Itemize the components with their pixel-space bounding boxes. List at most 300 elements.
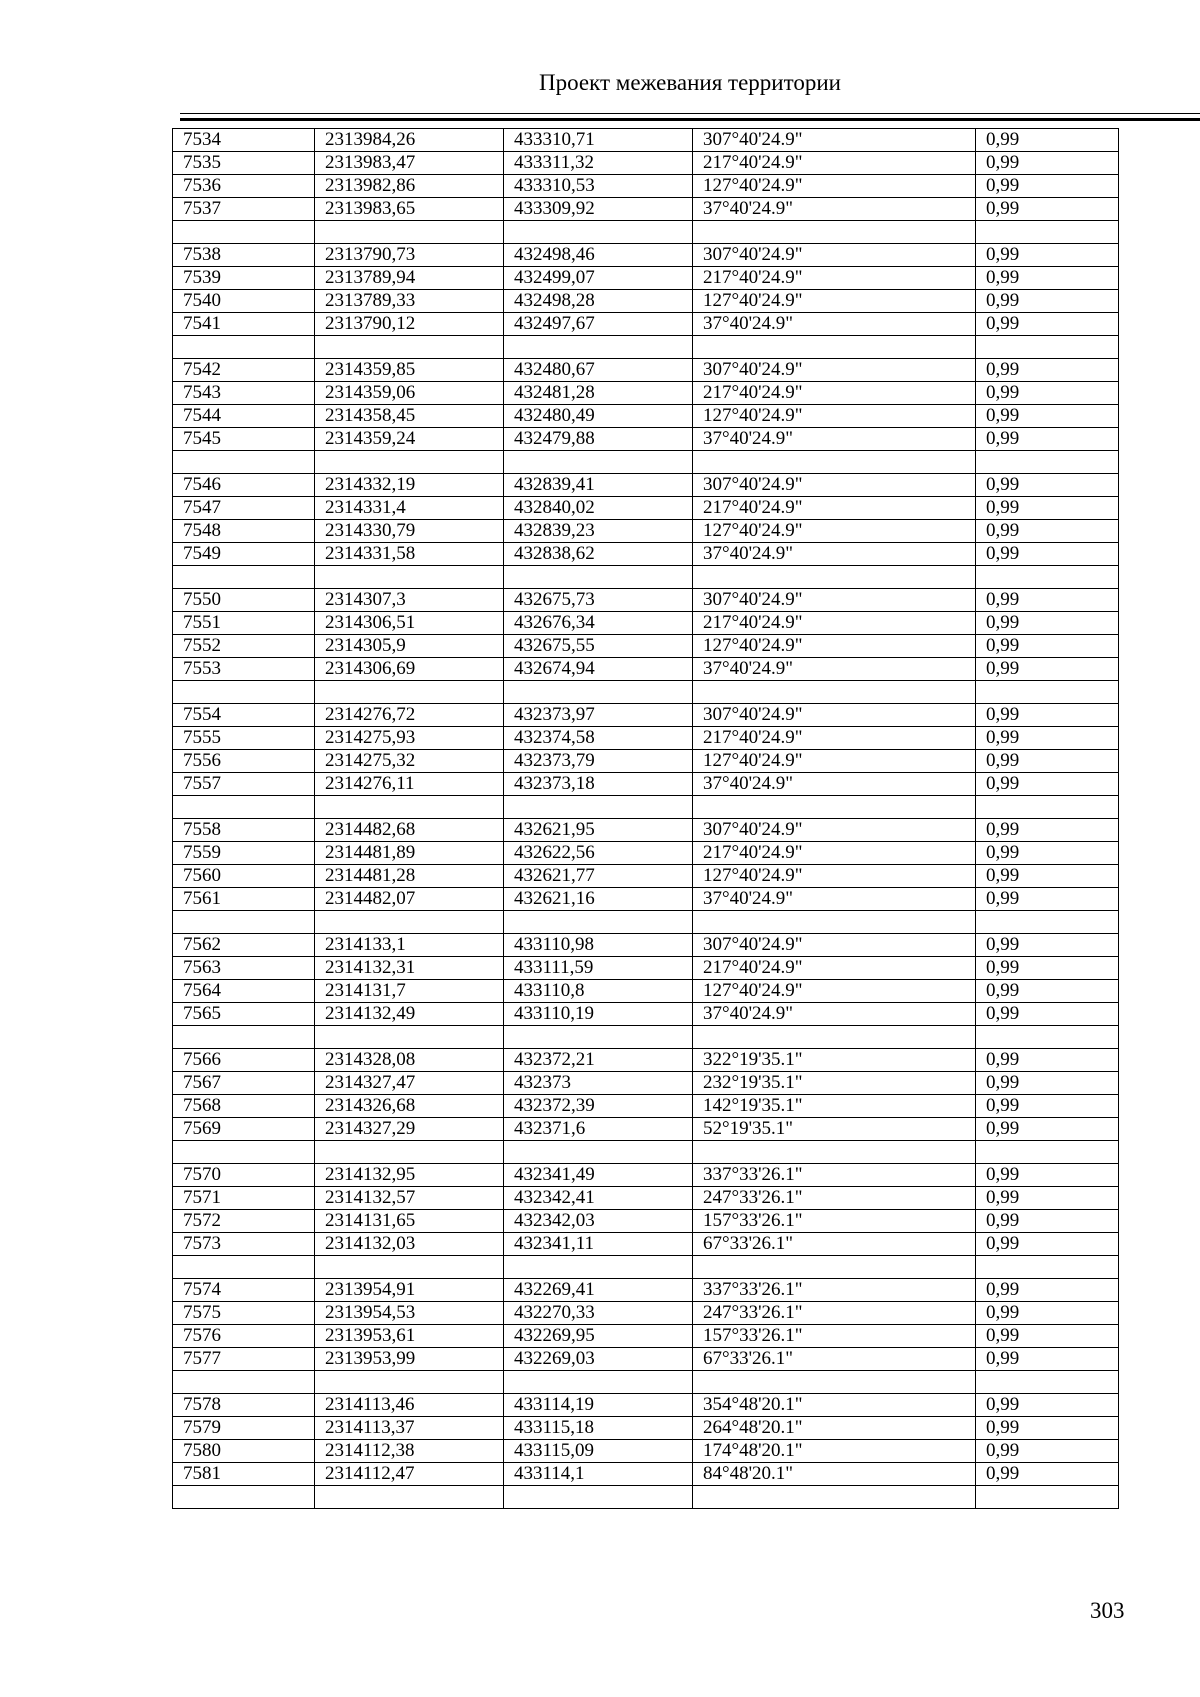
- empty-cell: [504, 1371, 693, 1394]
- empty-cell: [504, 221, 693, 244]
- table-row: [173, 474, 1119, 497]
- direction-angle-cell: 37°40'24.9": [693, 313, 976, 336]
- direction-angle-cell: 127°40'24.9": [693, 175, 976, 198]
- y-coordinate-cell: 432269,03: [504, 1348, 693, 1371]
- y-coordinate-cell: 433310,71: [504, 129, 693, 152]
- x-coordinate-cell: 2314133,1: [315, 934, 504, 957]
- x-coordinate-cell: 2314307,3: [315, 589, 504, 612]
- distance-cell: 0,99: [976, 658, 1119, 681]
- distance-cell: 0,99: [976, 1279, 1119, 1302]
- y-coordinate-cell: 432674,94: [504, 658, 693, 681]
- y-coordinate-cell: 432342,03: [504, 1210, 693, 1233]
- direction-angle-cell: 37°40'24.9": [693, 658, 976, 681]
- point-number-cell: 7572: [173, 1210, 315, 1233]
- empty-cell: [173, 1371, 315, 1394]
- empty-cell: [504, 681, 693, 704]
- empty-cell: [693, 1256, 976, 1279]
- table-row: [173, 428, 1119, 451]
- direction-angle-cell: 157°33'26.1": [693, 1210, 976, 1233]
- table-row: [173, 1072, 1119, 1095]
- point-number-cell: 7555: [173, 727, 315, 750]
- point-number-cell: 7563: [173, 957, 315, 980]
- direction-angle-cell: 127°40'24.9": [693, 635, 976, 658]
- direction-angle-cell: 84°48'20.1": [693, 1463, 976, 1486]
- distance-cell: 0,99: [976, 313, 1119, 336]
- y-coordinate-cell: 433110,98: [504, 934, 693, 957]
- point-number-cell: 7549: [173, 543, 315, 566]
- y-coordinate-cell: 432675,55: [504, 635, 693, 658]
- x-coordinate-cell: 2314482,07: [315, 888, 504, 911]
- point-number-cell: 7554: [173, 704, 315, 727]
- point-number-cell: 7571: [173, 1187, 315, 1210]
- table-row: [173, 819, 1119, 842]
- empty-cell: [315, 1026, 504, 1049]
- distance-cell: 0,99: [976, 382, 1119, 405]
- empty-cell: [504, 1256, 693, 1279]
- direction-angle-cell: 307°40'24.9": [693, 819, 976, 842]
- distance-cell: 0,99: [976, 244, 1119, 267]
- direction-angle-cell: 37°40'24.9": [693, 198, 976, 221]
- direction-angle-cell: 217°40'24.9": [693, 497, 976, 520]
- table-row: [173, 313, 1119, 336]
- x-coordinate-cell: 2314112,47: [315, 1463, 504, 1486]
- y-coordinate-cell: 432839,41: [504, 474, 693, 497]
- point-number-cell: 7580: [173, 1440, 315, 1463]
- direction-angle-cell: 127°40'24.9": [693, 405, 976, 428]
- y-coordinate-cell: 432479,88: [504, 428, 693, 451]
- empty-cell: [173, 796, 315, 819]
- separator-row: [173, 681, 1119, 704]
- direction-angle-cell: 247°33'26.1": [693, 1302, 976, 1325]
- x-coordinate-cell: 2314359,06: [315, 382, 504, 405]
- empty-cell: [693, 911, 976, 934]
- empty-cell: [976, 681, 1119, 704]
- y-coordinate-cell: 432373: [504, 1072, 693, 1095]
- point-number-cell: 7578: [173, 1394, 315, 1417]
- separator-row: [173, 1141, 1119, 1164]
- direction-angle-cell: 307°40'24.9": [693, 359, 976, 382]
- direction-angle-cell: 217°40'24.9": [693, 842, 976, 865]
- x-coordinate-cell: 2313790,12: [315, 313, 504, 336]
- distance-cell: 0,99: [976, 152, 1119, 175]
- empty-cell: [315, 1486, 504, 1509]
- point-number-cell: 7545: [173, 428, 315, 451]
- y-coordinate-cell: 433110,19: [504, 1003, 693, 1026]
- y-coordinate-cell: 432676,34: [504, 612, 693, 635]
- point-number-cell: 7561: [173, 888, 315, 911]
- direction-angle-cell: 337°33'26.1": [693, 1164, 976, 1187]
- empty-cell: [173, 1256, 315, 1279]
- empty-cell: [504, 796, 693, 819]
- table-row: [173, 267, 1119, 290]
- y-coordinate-cell: 432269,41: [504, 1279, 693, 1302]
- x-coordinate-cell: 2314327,47: [315, 1072, 504, 1095]
- table-row: [173, 405, 1119, 428]
- distance-cell: 0,99: [976, 888, 1119, 911]
- table-row: [173, 635, 1119, 658]
- distance-cell: 0,99: [976, 1463, 1119, 1486]
- x-coordinate-cell: 2314131,7: [315, 980, 504, 1003]
- table-row: [173, 1394, 1119, 1417]
- y-coordinate-cell: 432675,73: [504, 589, 693, 612]
- x-coordinate-cell: 2313953,99: [315, 1348, 504, 1371]
- point-number-cell: 7573: [173, 1233, 315, 1256]
- direction-angle-cell: 354°48'20.1": [693, 1394, 976, 1417]
- point-number-cell: 7560: [173, 865, 315, 888]
- distance-cell: 0,99: [976, 842, 1119, 865]
- empty-cell: [976, 911, 1119, 934]
- empty-cell: [173, 566, 315, 589]
- point-number-cell: 7577: [173, 1348, 315, 1371]
- y-coordinate-cell: 432498,28: [504, 290, 693, 313]
- empty-cell: [693, 221, 976, 244]
- y-coordinate-cell: 432372,39: [504, 1095, 693, 1118]
- distance-cell: 0,99: [976, 1417, 1119, 1440]
- point-number-cell: 7566: [173, 1049, 315, 1072]
- y-coordinate-cell: 432480,49: [504, 405, 693, 428]
- direction-angle-cell: 127°40'24.9": [693, 290, 976, 313]
- table-row: [173, 198, 1119, 221]
- y-coordinate-cell: 432621,95: [504, 819, 693, 842]
- distance-cell: 0,99: [976, 819, 1119, 842]
- table-row: [173, 1348, 1119, 1371]
- table-row: [173, 1417, 1119, 1440]
- x-coordinate-cell: 2314113,37: [315, 1417, 504, 1440]
- direction-angle-cell: 142°19'35.1": [693, 1095, 976, 1118]
- point-number-cell: 7544: [173, 405, 315, 428]
- point-number-cell: 7536: [173, 175, 315, 198]
- point-number-cell: 7551: [173, 612, 315, 635]
- point-number-cell: 7576: [173, 1325, 315, 1348]
- direction-angle-cell: 157°33'26.1": [693, 1325, 976, 1348]
- distance-cell: 0,99: [976, 1394, 1119, 1417]
- separator-row: [173, 336, 1119, 359]
- distance-cell: 0,99: [976, 1302, 1119, 1325]
- direction-angle-cell: 127°40'24.9": [693, 520, 976, 543]
- table-row: [173, 175, 1119, 198]
- point-number-cell: 7581: [173, 1463, 315, 1486]
- direction-angle-cell: 37°40'24.9": [693, 543, 976, 566]
- table-row: [173, 957, 1119, 980]
- table-row: [173, 520, 1119, 543]
- empty-cell: [315, 451, 504, 474]
- empty-cell: [504, 336, 693, 359]
- direction-angle-cell: 37°40'24.9": [693, 888, 976, 911]
- x-coordinate-cell: 2314306,69: [315, 658, 504, 681]
- table-row: [173, 1164, 1119, 1187]
- table-row: [173, 244, 1119, 267]
- direction-angle-cell: 217°40'24.9": [693, 957, 976, 980]
- empty-cell: [693, 451, 976, 474]
- point-number-cell: 7548: [173, 520, 315, 543]
- separator-row: [173, 1486, 1119, 1509]
- point-number-cell: 7552: [173, 635, 315, 658]
- y-coordinate-cell: 432373,79: [504, 750, 693, 773]
- direction-angle-cell: 127°40'24.9": [693, 750, 976, 773]
- direction-angle-cell: 217°40'24.9": [693, 382, 976, 405]
- direction-angle-cell: 307°40'24.9": [693, 129, 976, 152]
- table-row: [173, 359, 1119, 382]
- x-coordinate-cell: 2314481,89: [315, 842, 504, 865]
- page-header-title: Проект межевания территории: [539, 70, 841, 95]
- direction-angle-cell: 247°33'26.1": [693, 1187, 976, 1210]
- direction-angle-cell: 217°40'24.9": [693, 267, 976, 290]
- empty-cell: [315, 911, 504, 934]
- separator-row: [173, 796, 1119, 819]
- table-row: [173, 1118, 1119, 1141]
- empty-cell: [173, 336, 315, 359]
- distance-cell: 0,99: [976, 1049, 1119, 1072]
- direction-angle-cell: 127°40'24.9": [693, 865, 976, 888]
- x-coordinate-cell: 2313789,33: [315, 290, 504, 313]
- empty-cell: [504, 1026, 693, 1049]
- point-number-cell: 7556: [173, 750, 315, 773]
- y-coordinate-cell: 432373,18: [504, 773, 693, 796]
- y-coordinate-cell: 432622,56: [504, 842, 693, 865]
- table-row: [173, 1187, 1119, 1210]
- empty-cell: [173, 1026, 315, 1049]
- point-number-cell: 7546: [173, 474, 315, 497]
- distance-cell: 0,99: [976, 727, 1119, 750]
- direction-angle-cell: 232°19'35.1": [693, 1072, 976, 1095]
- point-number-cell: 7575: [173, 1302, 315, 1325]
- direction-angle-cell: 307°40'24.9": [693, 244, 976, 267]
- table-row: [173, 658, 1119, 681]
- table-row: [173, 980, 1119, 1003]
- table-row: [173, 888, 1119, 911]
- point-number-cell: 7542: [173, 359, 315, 382]
- x-coordinate-cell: 2314328,08: [315, 1049, 504, 1072]
- distance-cell: 0,99: [976, 198, 1119, 221]
- empty-cell: [315, 1371, 504, 1394]
- point-number-cell: 7540: [173, 290, 315, 313]
- distance-cell: 0,99: [976, 1072, 1119, 1095]
- distance-cell: 0,99: [976, 1348, 1119, 1371]
- distance-cell: 0,99: [976, 290, 1119, 313]
- empty-cell: [693, 336, 976, 359]
- y-coordinate-cell: 432839,23: [504, 520, 693, 543]
- distance-cell: 0,99: [976, 750, 1119, 773]
- table-row: [173, 750, 1119, 773]
- x-coordinate-cell: 2314327,29: [315, 1118, 504, 1141]
- point-number-cell: 7559: [173, 842, 315, 865]
- x-coordinate-cell: 2314131,65: [315, 1210, 504, 1233]
- empty-cell: [976, 1141, 1119, 1164]
- empty-cell: [315, 681, 504, 704]
- distance-cell: 0,99: [976, 589, 1119, 612]
- empty-cell: [976, 1371, 1119, 1394]
- y-coordinate-cell: 433111,59: [504, 957, 693, 980]
- empty-cell: [693, 681, 976, 704]
- direction-angle-cell: 264°48'20.1": [693, 1417, 976, 1440]
- x-coordinate-cell: 2313982,86: [315, 175, 504, 198]
- point-number-cell: 7557: [173, 773, 315, 796]
- point-number-cell: 7547: [173, 497, 315, 520]
- x-coordinate-cell: 2314113,46: [315, 1394, 504, 1417]
- x-coordinate-cell: 2314276,11: [315, 773, 504, 796]
- x-coordinate-cell: 2313790,73: [315, 244, 504, 267]
- y-coordinate-cell: 433115,18: [504, 1417, 693, 1440]
- empty-cell: [693, 1141, 976, 1164]
- distance-cell: 0,99: [976, 175, 1119, 198]
- empty-cell: [173, 221, 315, 244]
- x-coordinate-cell: 2314359,24: [315, 428, 504, 451]
- x-coordinate-cell: 2314112,38: [315, 1440, 504, 1463]
- page-number: 303: [1090, 1598, 1125, 1623]
- distance-cell: 0,99: [976, 612, 1119, 635]
- y-coordinate-cell: 432374,58: [504, 727, 693, 750]
- empty-cell: [315, 336, 504, 359]
- table-row: [173, 1463, 1119, 1486]
- x-coordinate-cell: 2314132,57: [315, 1187, 504, 1210]
- y-coordinate-cell: 432621,16: [504, 888, 693, 911]
- empty-cell: [173, 1486, 315, 1509]
- distance-cell: 0,99: [976, 773, 1119, 796]
- empty-cell: [693, 1026, 976, 1049]
- direction-angle-cell: 307°40'24.9": [693, 704, 976, 727]
- empty-cell: [693, 566, 976, 589]
- x-coordinate-cell: 2314132,03: [315, 1233, 504, 1256]
- empty-cell: [976, 336, 1119, 359]
- x-coordinate-cell: 2314326,68: [315, 1095, 504, 1118]
- table-row: [173, 842, 1119, 865]
- x-coordinate-cell: 2314132,31: [315, 957, 504, 980]
- x-coordinate-cell: 2313983,47: [315, 152, 504, 175]
- point-number-cell: 7558: [173, 819, 315, 842]
- direction-angle-cell: 52°19'35.1": [693, 1118, 976, 1141]
- point-number-cell: 7550: [173, 589, 315, 612]
- table-row: [173, 612, 1119, 635]
- distance-cell: 0,99: [976, 635, 1119, 658]
- y-coordinate-cell: 432480,67: [504, 359, 693, 382]
- direction-angle-cell: 37°40'24.9": [693, 1003, 976, 1026]
- x-coordinate-cell: 2314275,32: [315, 750, 504, 773]
- distance-cell: 0,99: [976, 474, 1119, 497]
- separator-row: [173, 566, 1119, 589]
- y-coordinate-cell: 432341,49: [504, 1164, 693, 1187]
- direction-angle-cell: 67°33'26.1": [693, 1233, 976, 1256]
- x-coordinate-cell: 2314330,79: [315, 520, 504, 543]
- coordinates-table-body: [173, 129, 1119, 1509]
- direction-angle-cell: 307°40'24.9": [693, 934, 976, 957]
- table-row: [173, 865, 1119, 888]
- direction-angle-cell: 322°19'35.1": [693, 1049, 976, 1072]
- x-coordinate-cell: 2314132,95: [315, 1164, 504, 1187]
- distance-cell: 0,99: [976, 267, 1119, 290]
- y-coordinate-cell: 432341,11: [504, 1233, 693, 1256]
- empty-cell: [315, 566, 504, 589]
- x-coordinate-cell: 2313953,61: [315, 1325, 504, 1348]
- table-row: [173, 1095, 1119, 1118]
- direction-angle-cell: 217°40'24.9": [693, 612, 976, 635]
- direction-angle-cell: 307°40'24.9": [693, 589, 976, 612]
- x-coordinate-cell: 2313983,65: [315, 198, 504, 221]
- x-coordinate-cell: 2314331,58: [315, 543, 504, 566]
- empty-cell: [976, 566, 1119, 589]
- empty-cell: [173, 1141, 315, 1164]
- point-number-cell: 7553: [173, 658, 315, 681]
- empty-cell: [693, 1486, 976, 1509]
- separator-row: [173, 1371, 1119, 1394]
- y-coordinate-cell: 433309,92: [504, 198, 693, 221]
- distance-cell: 0,99: [976, 129, 1119, 152]
- separator-row: [173, 1256, 1119, 1279]
- table-row: [173, 1003, 1119, 1026]
- y-coordinate-cell: 433311,32: [504, 152, 693, 175]
- empty-cell: [976, 1026, 1119, 1049]
- y-coordinate-cell: 433310,53: [504, 175, 693, 198]
- table-row: [173, 1279, 1119, 1302]
- empty-cell: [976, 1256, 1119, 1279]
- distance-cell: 0,99: [976, 980, 1119, 1003]
- x-coordinate-cell: 2314481,28: [315, 865, 504, 888]
- direction-angle-cell: 307°40'24.9": [693, 474, 976, 497]
- distance-cell: 0,99: [976, 1440, 1119, 1463]
- point-number-cell: 7568: [173, 1095, 315, 1118]
- separator-row: [173, 1026, 1119, 1049]
- table-row: [173, 1210, 1119, 1233]
- distance-cell: 0,99: [976, 1164, 1119, 1187]
- distance-cell: 0,99: [976, 934, 1119, 957]
- distance-cell: 0,99: [976, 359, 1119, 382]
- table-row: [173, 543, 1119, 566]
- y-coordinate-cell: 432371,6: [504, 1118, 693, 1141]
- y-coordinate-cell: 432621,77: [504, 865, 693, 888]
- point-number-cell: 7567: [173, 1072, 315, 1095]
- coordinates-table: [172, 128, 1119, 1509]
- point-number-cell: 7570: [173, 1164, 315, 1187]
- point-number-cell: 7569: [173, 1118, 315, 1141]
- empty-cell: [976, 451, 1119, 474]
- direction-angle-cell: 67°33'26.1": [693, 1348, 976, 1371]
- y-coordinate-cell: 432481,28: [504, 382, 693, 405]
- y-coordinate-cell: 432342,41: [504, 1187, 693, 1210]
- x-coordinate-cell: 2314358,45: [315, 405, 504, 428]
- distance-cell: 0,99: [976, 1095, 1119, 1118]
- table-row: [173, 129, 1119, 152]
- x-coordinate-cell: 2313954,53: [315, 1302, 504, 1325]
- distance-cell: 0,99: [976, 1187, 1119, 1210]
- x-coordinate-cell: 2314331,4: [315, 497, 504, 520]
- empty-cell: [315, 796, 504, 819]
- distance-cell: 0,99: [976, 543, 1119, 566]
- empty-cell: [173, 451, 315, 474]
- direction-angle-cell: 217°40'24.9": [693, 727, 976, 750]
- point-number-cell: 7539: [173, 267, 315, 290]
- direction-angle-cell: 127°40'24.9": [693, 980, 976, 1003]
- y-coordinate-cell: 432497,67: [504, 313, 693, 336]
- y-coordinate-cell: 432269,95: [504, 1325, 693, 1348]
- separator-row: [173, 911, 1119, 934]
- x-coordinate-cell: 2314305,9: [315, 635, 504, 658]
- table-row: [173, 1233, 1119, 1256]
- table-row: [173, 382, 1119, 405]
- empty-cell: [976, 796, 1119, 819]
- point-number-cell: 7534: [173, 129, 315, 152]
- y-coordinate-cell: 432372,21: [504, 1049, 693, 1072]
- table-row: [173, 152, 1119, 175]
- point-number-cell: 7574: [173, 1279, 315, 1302]
- empty-cell: [504, 911, 693, 934]
- empty-cell: [315, 1141, 504, 1164]
- table-row: [173, 290, 1119, 313]
- distance-cell: 0,99: [976, 1118, 1119, 1141]
- y-coordinate-cell: 432840,02: [504, 497, 693, 520]
- table-row: [173, 1440, 1119, 1463]
- table-row: [173, 589, 1119, 612]
- empty-cell: [976, 221, 1119, 244]
- y-coordinate-cell: 433114,19: [504, 1394, 693, 1417]
